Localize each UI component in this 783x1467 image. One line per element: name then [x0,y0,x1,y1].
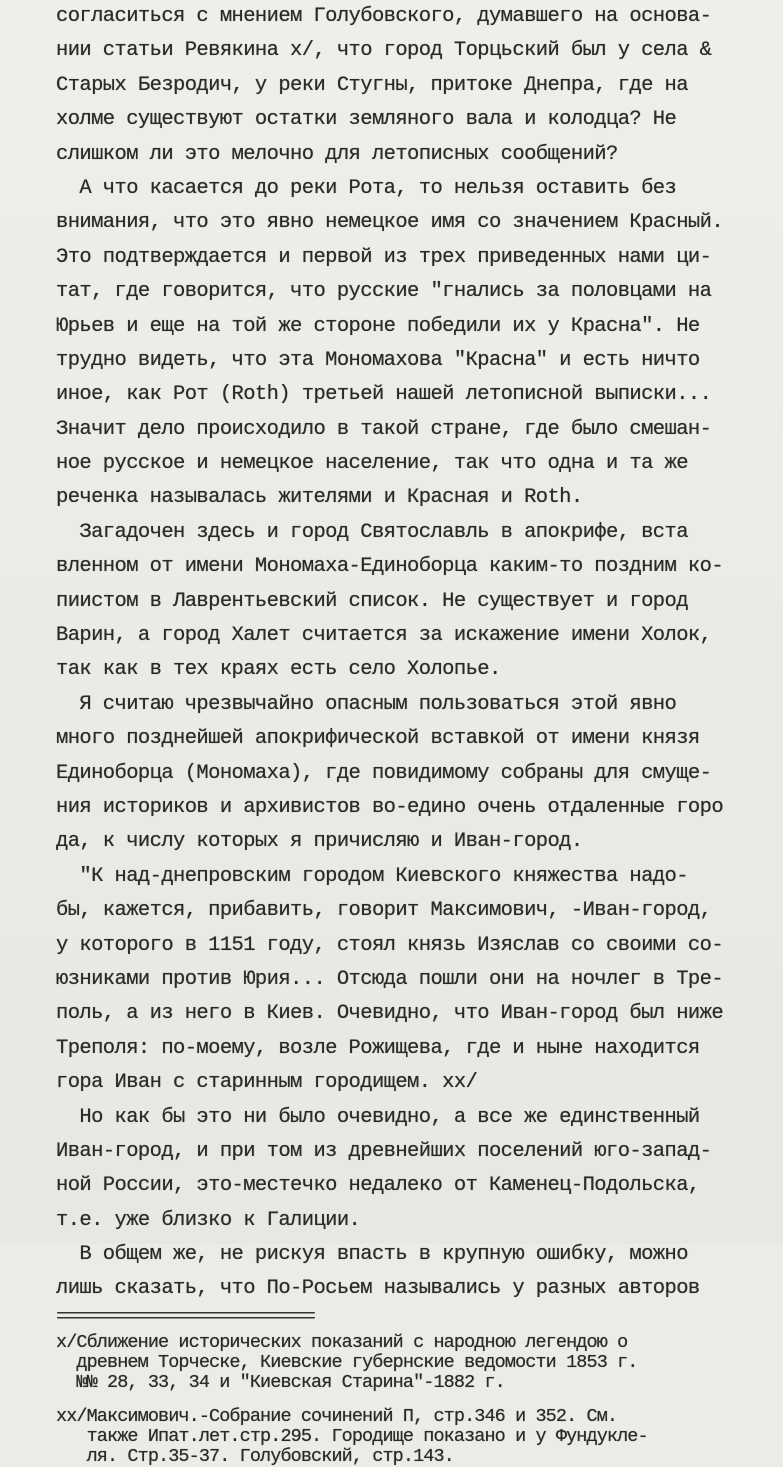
text-line: Единоборца (Мономаха), где повидимому собраны для смуще- [56,761,712,785]
footnote-line: x/Сближение исторических показаний с народною легендою о [56,1332,628,1353]
text-line: у которого в 1151 году, стоял князь Изяслав со своими со- [56,933,724,957]
text-line: бы, кажется, прибавить, говорит Максимович, -Иван-город, [56,899,712,923]
footnote-line: древнем Торческе, Киевские губернские ведомости 1853 г. [56,1352,638,1373]
text-line: холме существуют остатки земляного вала и колодца? Не [56,108,677,132]
text-line: А что касается до реки Рота, то нельзя оставить без [56,176,677,200]
text-line: иное, как Рот (Roth) третьей нашей летописной выписки... [56,383,712,407]
text-line: Юрьев и еще на той же стороне победили их у Красна". Не [56,314,700,338]
text-line: ния историков и архивистов во-едино очень отдаленные горо [56,795,724,819]
text-line: Треполя: по-моему, возле Рожищева, где и ныне находится [56,1036,700,1060]
text-line: Значит дело происходило в такой стране, где было смешан- [56,417,712,441]
text-line: слишком ли это мелочно для летописных сообщений? [56,142,618,166]
text-line: ной России, это-местечко недалеко от Каменец-Подольска, [56,1174,700,1198]
text-line: много позднейшей апокрифической вставкой от имени князя [56,727,700,751]
text-line: т.е. уже близко к Галиции. [56,1208,361,1232]
text-line: реченка называлась жителями и Красная и Roth. [56,486,583,510]
footnote [56,1333,777,1393]
text-line: Загадочен здесь и город Святославль в апокрифе, вста [56,520,688,544]
text-line: Но как бы это ни было очевидно, а все же единственный [56,1105,700,1129]
footnote [56,1407,777,1467]
text-line: согласиться с мнением Голубовского, думавшего на основа- [56,5,712,28]
text-line: пиистом в Лаврентьевский список. Не существует и город [56,589,688,613]
text-line: поль, а из него в Киев. Очевидно, что Иван-город был ниже [56,1002,724,1026]
text-line: Это подтверждается и первой из трех приведенных нами ци- [56,245,712,269]
footnotes [56,1333,777,1467]
text-line: Иван-город, и при том из древнейших поселений юго-запад- [56,1139,712,1163]
text-line: внимания, что это явно немецкое имя со значением Красный. [56,211,724,235]
text-line: Старых Безродич, у реки Стугны, притоке Днепра, где на [56,73,688,97]
text-line: так как в тех краях есть село Холопье. [56,658,501,682]
text-line: вленном от имени Мономаха-Единоборца каким-то поздним ко- [56,555,724,579]
text-line: "К над-днепровским городом Киевского княжества надо- [56,864,688,888]
text-line: В общем же, не рискуя впасть в крупную ошибку, можно [56,1243,688,1267]
text-line: да, к числу которых я причисляю и Иван-город. [56,830,583,854]
text-line: ное русское и немецкое население, так что одна и та же [56,452,688,476]
text-line: Я считаю чрезвычайно опасным пользоваться этой явно [56,692,677,716]
footnote-line: ля. Стр.35-37. Голубовский, стр.143. [56,1446,454,1467]
text-line: юзниками против Юрия... Отсюда пошли они на ночлег в Тре- [56,967,724,991]
text-line: гора Иван с старинным городищем. xx/ [56,1071,478,1095]
text-line: Варин, а город Халет считается за искажение имени Холок, [56,624,712,648]
footnote-line: также Ипат.лет.стр.295. Городище показано и у Фундукле- [56,1426,648,1447]
text-line: трудно видеть, что эта Мономахова "Красна" и есть ничто [56,348,700,372]
text-line: лишь сказать, что По-Росьем назывались у разных авторов [56,1277,700,1301]
footnote-line: xx/Максимович.-Собрание сочинений П, стр.346 и 352. См. [56,1406,618,1427]
footnote-separator: ================================ [56,1310,313,1325]
footnote-line: №№ 28, 33, 34 и "Киевская Старина"-1882 г. [56,1372,505,1393]
text-line: тат, где говорится, что русские "гнались за половцами на [56,280,712,304]
body-text [56,0,777,1307]
text-line: нии статьи Ревякина x/, что город Торцьский был у села & [56,39,712,63]
